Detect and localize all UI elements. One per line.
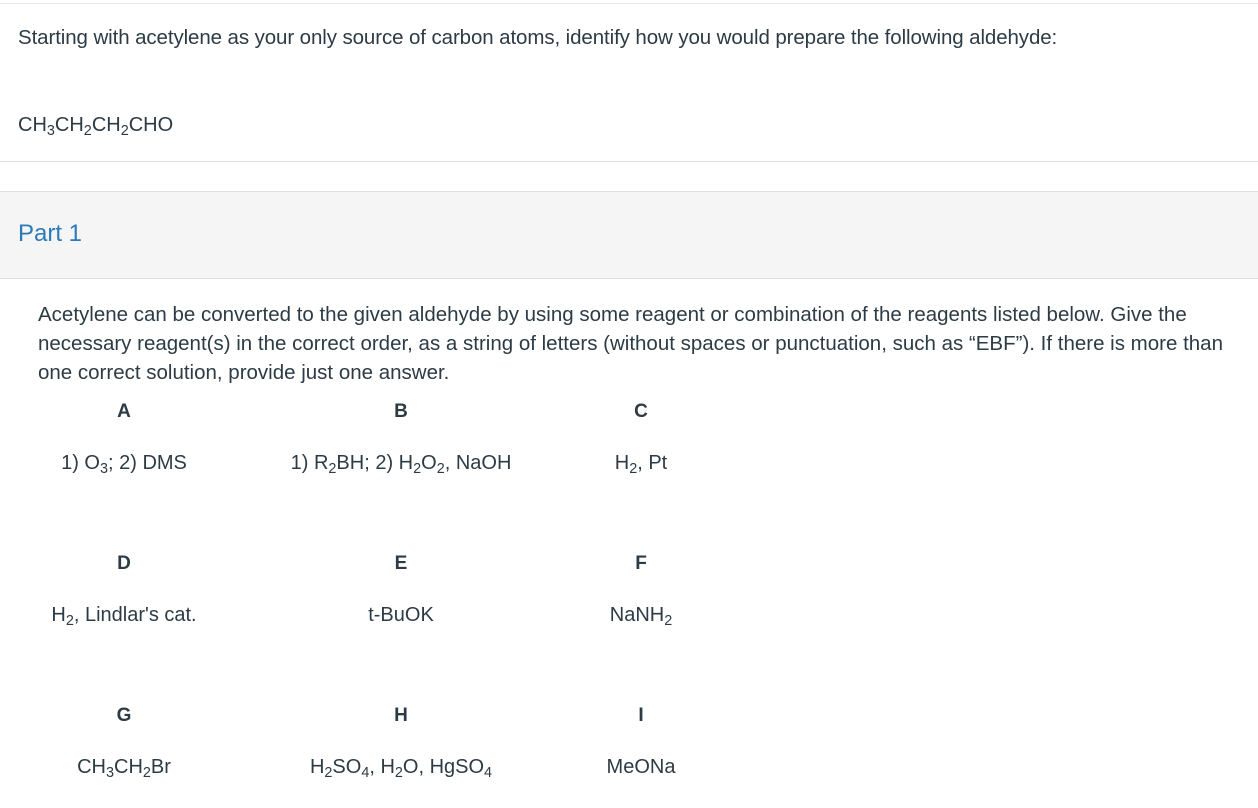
part-header: [0, 191, 1258, 279]
reagent-letter-i: I: [638, 705, 644, 726]
top-divider: [0, 3, 1258, 4]
reagent-letter-e: E: [394, 553, 408, 574]
reagent-formula-e: t-BuOK: [368, 604, 434, 626]
reagent-letter-a: A: [117, 401, 131, 422]
part-title: Part 1: [18, 220, 83, 247]
reagent-letter-g: G: [116, 705, 132, 726]
reagent-formula-f: NaNH$_2$: [609, 604, 673, 630]
reagent-formula-g: $CH_3CH_2Br$: [77, 756, 171, 782]
reagent-letter-b: B: [394, 401, 408, 422]
reagent-formula-h: $H_2SO_4$, $H_2O$, HgSO$_4$: [309, 756, 493, 782]
reagent-letter-d: D: [117, 553, 131, 574]
question-text: Starting with acetylene as your only source of carbon atoms, identify how you would prepare the following aldehyde:: [18, 26, 1058, 49]
part-instructions: Acetylene can be converted to the given aldehyde by using some reagent or combination of the reagents listed below. Give the necessary reagent(s) in the correct order, as a string of letters (without spaces or punctuation, such as “EBF”). If there is more than one correct solution, provide just one answer.: [38, 303, 1223, 384]
reagent-formula-b: 1) $R_2BH$; 2) $H_2O_2$, NaOH: [290, 452, 512, 478]
reagent-formula-i: MeONa: [606, 756, 676, 778]
reagent-letter-f: F: [635, 553, 647, 574]
reagent-letter-h: H: [394, 705, 408, 726]
reagent-formula-c: $H_2$, Pt: [614, 452, 668, 478]
reagent-formula-a: 1) $O_3$; 2) DMS: [61, 452, 187, 478]
reagent-formula-d: $H_2$, Lindlar's cat.: [51, 604, 197, 630]
target-aldehyde-formula: $CH_3CH_2CH_2CHO$: [18, 114, 174, 140]
section-divider: [0, 161, 1258, 162]
reagent-letter-c: C: [634, 401, 648, 422]
